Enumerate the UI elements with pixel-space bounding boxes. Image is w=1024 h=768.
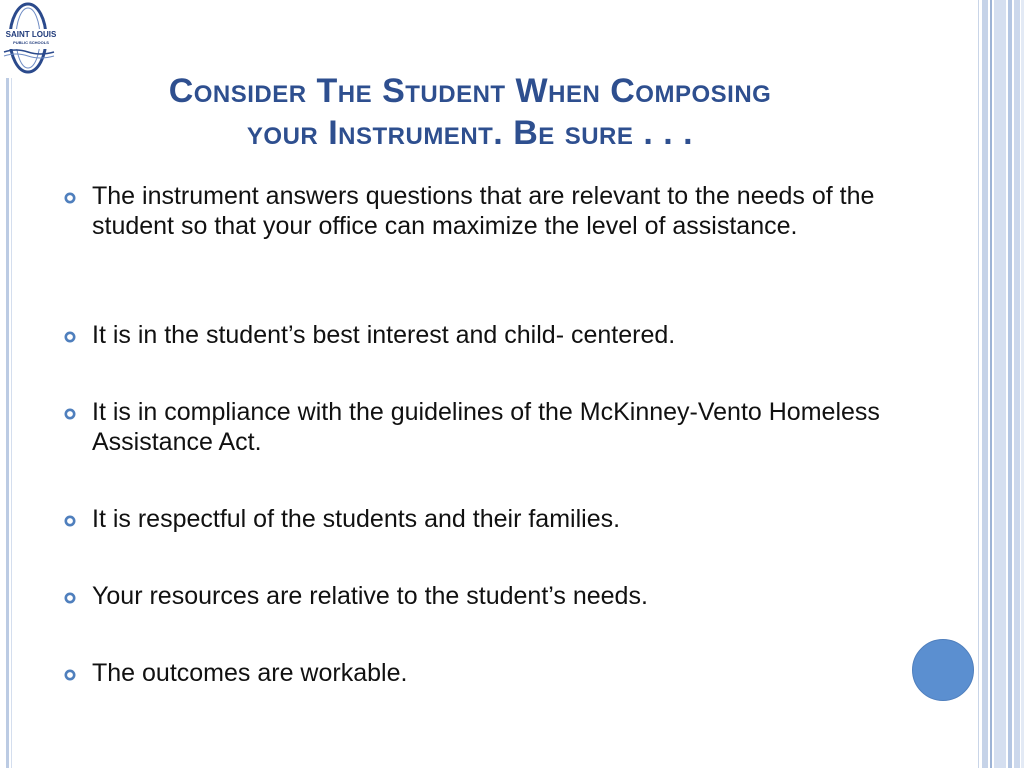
bullet-text: The outcomes are workable. bbox=[92, 659, 408, 687]
left-decorative-rule bbox=[6, 78, 9, 768]
bullet-text: It is respectful of the students and their families. bbox=[92, 505, 621, 533]
stripe bbox=[1014, 0, 1020, 768]
bullet-text: Your resources are relative to the student’s needs. bbox=[92, 582, 648, 610]
arch-logo-icon bbox=[0, 0, 62, 78]
stripe bbox=[1008, 0, 1012, 768]
ring-bullet-icon bbox=[64, 669, 76, 681]
slide-title-line-2: your Instrument. Be sure . . . bbox=[246, 114, 694, 152]
slide-title bbox=[60, 70, 880, 154]
slide-title-line-1: Consider The Student When Composing bbox=[168, 72, 772, 110]
ring-bullet-icon bbox=[64, 408, 76, 420]
stripe bbox=[990, 0, 992, 768]
bullet-text: The instrument answers questions that are relevant to the needs of the student so that your office can maximize the level of assistance. bbox=[92, 182, 875, 240]
bullet-text: It is in the student’s best interest and child- centered. bbox=[92, 321, 676, 349]
left-decorative-rule-thin bbox=[11, 78, 12, 768]
stripe bbox=[982, 0, 988, 768]
ring-bullet-icon bbox=[64, 592, 76, 604]
ring-bullet-icon bbox=[64, 515, 76, 527]
saint-louis-public-schools-logo bbox=[0, 0, 62, 78]
ring-bullet-icon bbox=[64, 192, 76, 204]
bullet-text: It is in compliance with the guidelines of the McKinney-Vento Homeless Assistance Act. bbox=[92, 398, 880, 456]
logo-name: SAINT LOUIS bbox=[5, 30, 57, 39]
stripe bbox=[994, 0, 1006, 768]
logo-subtitle: PUBLIC SCHOOLS bbox=[13, 40, 49, 45]
stripe bbox=[978, 0, 979, 768]
ring-bullet-icon bbox=[64, 331, 76, 343]
accent-circle bbox=[912, 639, 974, 701]
right-decorative-stripes bbox=[978, 0, 1024, 768]
